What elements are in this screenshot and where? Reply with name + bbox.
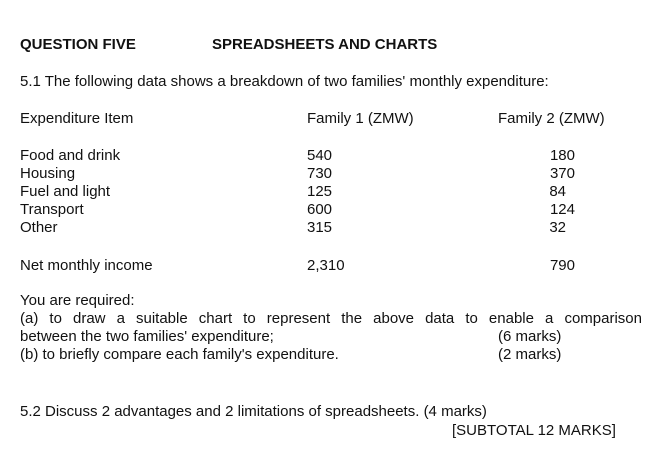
row-item-transport: Transport <box>20 201 84 218</box>
income-family1: 2,310 <box>307 257 345 274</box>
question-5-2: 5.2 Discuss 2 advantages and 2 limitations of spreadsheets. (4 marks) <box>20 403 487 420</box>
part-a-marks: (6 marks) <box>498 328 562 345</box>
row-family1-housing: 730 <box>307 165 333 182</box>
row-family1-transport: 600 <box>307 201 333 218</box>
row-family2-fuel: 84 <box>549 183 566 200</box>
column-header-item: Expenditure Item <box>20 110 134 127</box>
part-a-line2: between the two families' expenditure; <box>20 328 274 345</box>
row-item-food: Food and drink <box>20 147 121 164</box>
column-header-family1: Family 1 (ZMW) <box>307 110 414 127</box>
row-family2-food: 180 <box>549 147 575 164</box>
row-item-other: Other <box>20 219 58 236</box>
row-family1-fuel: 125 <box>307 183 333 200</box>
row-family2-other: 32 <box>549 219 566 236</box>
question-heading: QUESTION FIVE <box>20 36 136 53</box>
subtotal-marks: [SUBTOTAL 12 MARKS] <box>452 422 616 439</box>
question-5-1-intro: 5.1 The following data shows a breakdown of two families' monthly expenditure: <box>20 73 549 90</box>
row-family1-other: 315 <box>307 219 333 236</box>
income-family2: 790 <box>549 257 575 274</box>
column-header-family2: Family 2 (ZMW) <box>498 110 605 127</box>
row-family2-transport: 124 <box>549 201 575 218</box>
income-label: Net monthly income <box>20 257 153 274</box>
topic-heading: SPREADSHEETS AND CHARTS <box>212 36 438 53</box>
part-a-line1: (a) to draw a suitable chart to represent the above data to enable a comparison <box>20 310 642 327</box>
part-b: (b) to briefly compare each family's expenditure. <box>20 346 339 363</box>
part-b-marks: (2 marks) <box>498 346 562 363</box>
row-family1-food: 540 <box>307 147 333 164</box>
required-heading: You are required: <box>20 292 135 309</box>
row-family2-housing: 370 <box>549 165 575 182</box>
row-item-fuel: Fuel and light <box>20 183 111 200</box>
row-item-housing: Housing <box>20 165 76 182</box>
